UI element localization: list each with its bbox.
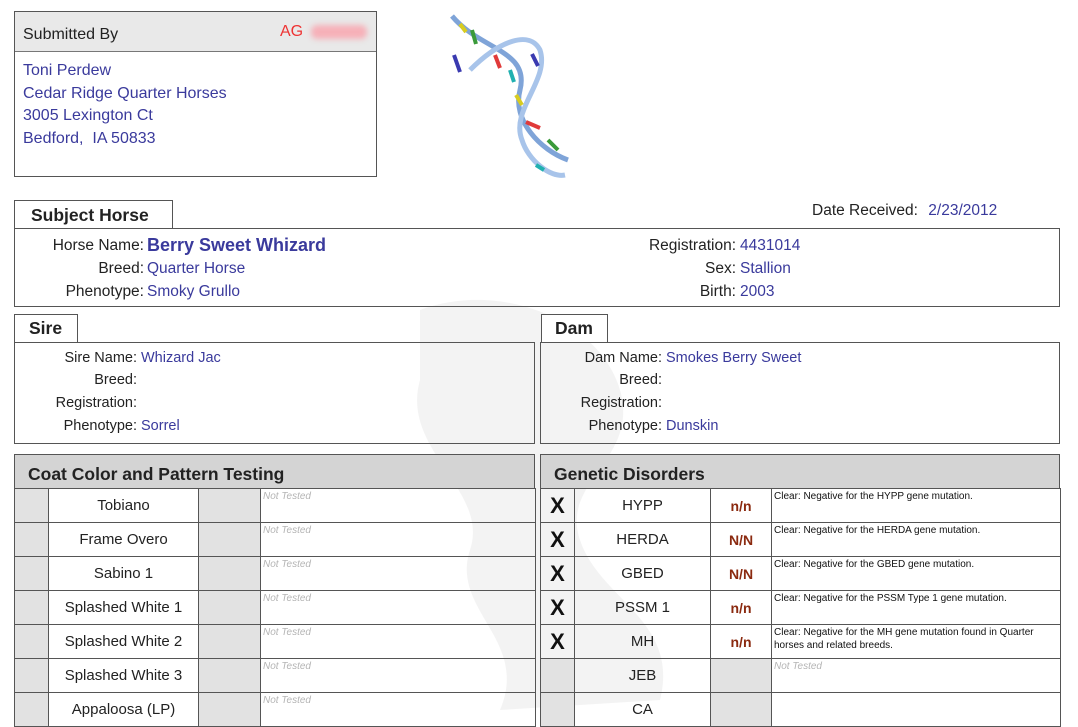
dam-tab: Dam: [541, 314, 608, 342]
coat-color-table: [14, 488, 536, 727]
submitter-address: [23, 60, 227, 151]
test-name: Splashed White 1: [49, 591, 199, 625]
tested-mark: X: [541, 591, 575, 625]
submitter-line: 3005 Lexington Ct: [23, 107, 153, 125]
test-name: PSSM 1: [575, 591, 711, 625]
tested-mark: [541, 693, 575, 727]
test-status: Not Tested: [261, 523, 536, 557]
test-name: GBED: [575, 557, 711, 591]
test-status: Not Tested: [261, 489, 536, 523]
test-result: N/N: [711, 523, 772, 557]
test-description: Clear: Negative for the HERDA gene mutation.: [772, 523, 1061, 557]
test-name: MH: [575, 625, 711, 659]
check-cell: [15, 523, 49, 557]
dna-helix-image: [440, 10, 585, 182]
test-description: Clear: Negative for the MH gene mutation found in Quarter horses and related breeds.: [772, 625, 1061, 659]
test-result: [711, 659, 772, 693]
result-cell: [199, 523, 261, 557]
test-status: Not Tested: [261, 591, 536, 625]
table-row: [541, 693, 1061, 727]
test-result: [711, 693, 772, 727]
dam-breed-label: Breed:: [619, 372, 662, 388]
registration-value: 4431014: [740, 237, 801, 254]
check-cell: [15, 557, 49, 591]
test-status: Not Tested: [261, 693, 536, 727]
date-received: [812, 202, 997, 220]
genetic-disorders-header: Genetic Disorders: [540, 454, 1060, 489]
table-row: [15, 591, 536, 625]
table-row: [15, 659, 536, 693]
horse-name-label: Horse Name:: [52, 237, 144, 254]
table-row: [15, 625, 536, 659]
result-cell: [199, 693, 261, 727]
phenotype-value: Smoky Grullo: [147, 283, 241, 300]
subject-horse-tab: Subject Horse: [14, 200, 173, 228]
horse-name-value: Berry Sweet Whizard: [147, 235, 327, 255]
date-received-value: 2/23/2012: [928, 202, 998, 219]
test-result: n/n: [711, 489, 772, 523]
test-result: n/n: [711, 591, 772, 625]
table-row: [541, 523, 1061, 557]
test-name: HERDA: [575, 523, 711, 557]
submitter-line: Toni Perdew: [23, 62, 112, 79]
test-name: Splashed White 2: [49, 625, 199, 659]
test-name: JEB: [575, 659, 711, 693]
submitter-line: Bedford, IA 50833: [23, 130, 156, 148]
dam-registration-label: Registration:: [580, 395, 662, 411]
genetic-disorders-table: [540, 488, 1061, 727]
dam-phenotype-label: Phenotype:: [588, 418, 662, 434]
test-name: Appaloosa (LP): [49, 693, 199, 727]
check-cell: [15, 489, 49, 523]
test-result: n/n: [711, 625, 772, 659]
submitter-code: AG: [280, 23, 304, 40]
result-cell: [199, 591, 261, 625]
breed-value: Quarter Horse: [147, 260, 246, 277]
test-name: Tobiano: [49, 489, 199, 523]
check-cell: [15, 659, 49, 693]
table-row: [15, 557, 536, 591]
submitted-by-header: [15, 12, 376, 52]
test-status: Not Tested: [772, 659, 1061, 693]
result-cell: [199, 625, 261, 659]
date-received-label: Date Received:: [812, 202, 918, 219]
dam-name-value: Smokes Berry Sweet: [666, 350, 802, 366]
sire-phenotype-label: Phenotype:: [63, 418, 137, 434]
dam-phenotype-value: Dunskin: [666, 418, 719, 434]
test-status: Not Tested: [261, 659, 536, 693]
test-status: [772, 693, 1061, 727]
test-result: N/N: [711, 557, 772, 591]
table-row: [15, 523, 536, 557]
test-name: Frame Overo: [49, 523, 199, 557]
test-name: Sabino 1: [49, 557, 199, 591]
sire-name-value: Whizard Jac: [141, 350, 221, 366]
sire-name-label: Sire Name:: [64, 350, 137, 366]
table-row: [541, 625, 1061, 659]
sire-phenotype-value: Sorrel: [141, 418, 180, 434]
phenotype-label: Phenotype:: [65, 283, 144, 300]
registration-label: Registration:: [648, 237, 736, 254]
table-row: [541, 489, 1061, 523]
tested-mark: X: [541, 523, 575, 557]
test-status: Not Tested: [261, 625, 536, 659]
sire-registration-label: Registration:: [55, 395, 137, 411]
result-cell: [199, 557, 261, 591]
submitted-by-box: [14, 11, 377, 177]
coat-color-header: Coat Color and Pattern Testing: [14, 454, 535, 489]
breed-label: Breed:: [98, 260, 144, 277]
test-name: CA: [575, 693, 711, 727]
table-row: [15, 693, 536, 727]
submitted-by-title: Submitted By: [23, 26, 119, 43]
test-name: HYPP: [575, 489, 711, 523]
test-name: Splashed White 3: [49, 659, 199, 693]
table-row: [541, 591, 1061, 625]
test-status: Not Tested: [261, 557, 536, 591]
sire-tab: Sire: [14, 314, 78, 342]
tested-mark: [541, 659, 575, 693]
sex-label: Sex:: [704, 260, 736, 277]
test-description: Clear: Negative for the HYPP gene mutation.: [772, 489, 1061, 523]
result-cell: [199, 489, 261, 523]
tested-mark: X: [541, 557, 575, 591]
birth-value: 2003: [740, 283, 775, 300]
test-description: Clear: Negative for the PSSM Type 1 gene mutation.: [772, 591, 1061, 625]
test-description: Clear: Negative for the GBED gene mutation.: [772, 557, 1061, 591]
check-cell: [15, 625, 49, 659]
result-cell: [199, 659, 261, 693]
tested-mark: X: [541, 489, 575, 523]
tested-mark: X: [541, 625, 575, 659]
table-row: [541, 659, 1061, 693]
table-row: [541, 557, 1061, 591]
check-cell: [15, 591, 49, 625]
redacted-text: [311, 25, 367, 39]
check-cell: [15, 693, 49, 727]
table-row: [15, 489, 536, 523]
sex-value: Stallion: [740, 260, 791, 277]
birth-label: Birth:: [699, 283, 736, 300]
dam-name-label: Dam Name:: [584, 350, 662, 366]
sire-breed-label: Breed:: [94, 372, 137, 388]
submitter-line: Cedar Ridge Quarter Horses: [23, 84, 227, 102]
